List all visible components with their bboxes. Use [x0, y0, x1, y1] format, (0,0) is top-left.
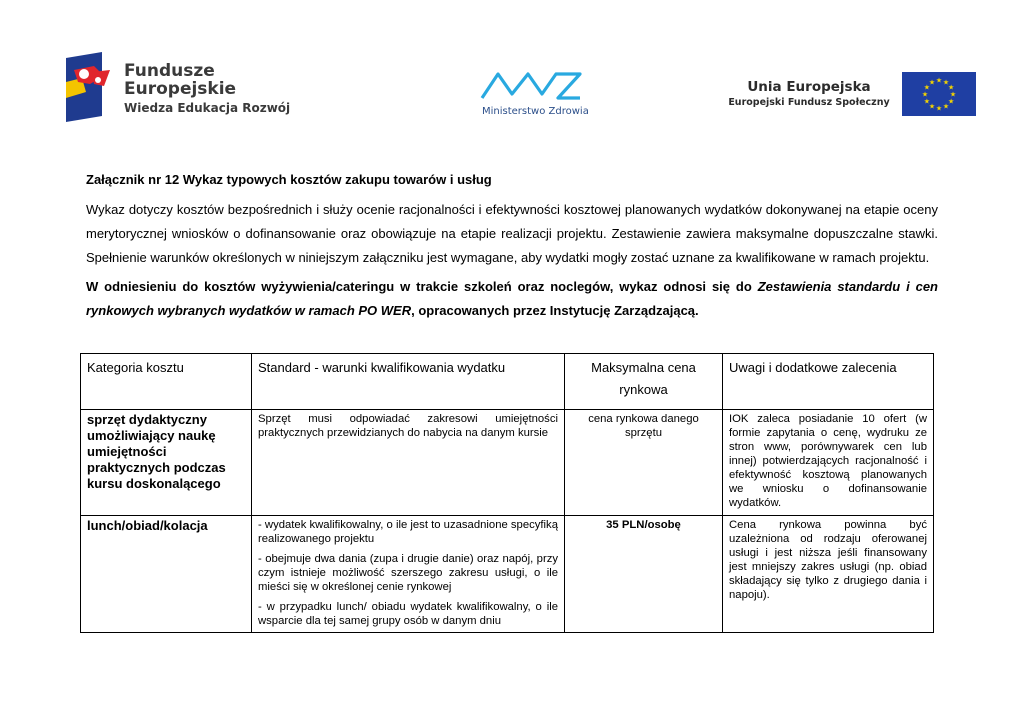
header-max-price-line1: Maksymalna cena	[591, 360, 696, 375]
fundusze-europejskie-wordmark	[124, 62, 290, 116]
ministerstwo-zdrowia-logo	[476, 68, 596, 120]
fundusze-europejskie-logo	[64, 52, 304, 124]
ue-line1: Unia Europejska	[747, 79, 871, 95]
row1-notes: IOK zaleca posiadanie 10 ofert (w formie zapytania o cenę, wydruku ze stron www, porównywarek cen lub innej) potwierdzających racjonalność i efektywność kosztową planowanych we wniosku o dofinansowanie wydatków.	[729, 413, 927, 509]
catering-paragraph	[86, 275, 938, 323]
table-row	[81, 516, 934, 633]
catering-reference: Zestawienia standardu i cen rynkowych wybranych wydatków w ramach PO WER	[86, 279, 938, 318]
row1-standard-cell	[252, 410, 565, 516]
ue-wordmark	[728, 78, 890, 110]
row2-standard-item: - wydatek kwalifikowalny, o ile jest to uzasadnione specyfiką realizowanego projektu	[258, 519, 558, 545]
eu-star-icon: ★	[921, 91, 929, 99]
unia-europejska-logo	[728, 72, 978, 118]
eu-star-icon: ★	[928, 79, 936, 87]
eu-star-icon: ★	[949, 91, 957, 99]
fe-line1: Fundusze	[124, 61, 215, 81]
row1-price-cell	[565, 410, 723, 516]
eu-star-icon: ★	[935, 105, 943, 113]
fe-line2: Europejskie	[124, 79, 237, 99]
catering-text-1: W odniesieniu do kosztów wyżywienia/cateringu w trakcie szkoleń oraz noclegów, wykaz odnosi się do	[86, 279, 758, 294]
header-category: Kategoria kosztu	[81, 354, 252, 410]
row2-category: lunch/obiad/kolacja	[87, 518, 208, 533]
row2-standard-cell	[252, 516, 565, 633]
row1-category: sprzęt dydaktyczny umożliwiający naukę umiejętności praktycznych podczas kursu doskonalącego	[87, 412, 226, 491]
table-row	[81, 410, 934, 516]
eu-star-icon: ★	[947, 98, 955, 106]
eu-star-icon: ★	[923, 98, 931, 106]
eu-star-icon: ★	[923, 84, 931, 92]
intro-paragraph: Wykaz dotyczy kosztów bezpośrednich i służy ocenie racjonalności i efektywności kosztowej planowanych wydatków dokonywanej na etapie oceny merytorycznej wniosków o dofinansowanie oraz obowiązuje na etapie realizacji projektu. Zestawienie zawiera maksymalne dopuszczalne stawki. Spełnienie warunków określonych w niniejszym załączniku jest wymagane, aby wydatki mogły zostać uznane za kwalifikowane w ramach projektu.	[86, 202, 938, 265]
fundusze-europejskie-flag-icon	[64, 52, 116, 124]
row2-notes-cell	[723, 516, 934, 633]
costs-table	[80, 353, 934, 633]
row2-price: 35 PLN/osobę	[606, 519, 681, 531]
document-body	[86, 172, 938, 323]
mz-wave-icon	[476, 68, 588, 104]
eu-star-icon: ★	[942, 79, 950, 87]
row1-standard-text: Sprzęt musi odpowiadać zakresowi umiejętności praktycznych przewidzianych do nabycia na danym kursie	[258, 413, 558, 439]
annex-title: Załącznik nr 12 Wykaz typowych kosztów zakupu towarów i usług	[86, 172, 492, 187]
row2-category-cell	[81, 516, 252, 633]
eu-star-icon: ★	[928, 103, 936, 111]
header-notes: Uwagi i dodatkowe zalecenia	[723, 354, 934, 410]
row2-price-cell	[565, 516, 723, 633]
eu-star-icon: ★	[935, 77, 943, 85]
row1-notes-cell	[723, 410, 934, 516]
row2-notes: Cena rynkowa powinna być uzależniona od rodzaju oferowanej usługi i jest niższa jeśli finansowany jest mniejszy zakres usługi (np. obiad składający się tylko z drugiego dania i napoju).	[729, 519, 927, 601]
mz-name: Ministerstwo Zdrowia	[482, 106, 589, 117]
table-header-row	[81, 354, 934, 410]
fe-line3: Wiedza Edukacja Rozwój	[124, 101, 291, 115]
header-max-price-line2: rynkowa	[619, 382, 668, 397]
row2-standard-item: - w przypadku lunch/ obiadu wydatek kwalifikowalny, o ile wsparcie dla tej samej grupy osób w danym dniu	[258, 601, 558, 627]
eu-star-icon: ★	[942, 103, 950, 111]
header-max-price	[565, 354, 723, 410]
header-standard: Standard - warunki kwalifikowania wydatku	[252, 354, 565, 410]
row1-price: cena rynkowa danego sprzętu	[588, 413, 699, 439]
eu-flag-icon	[902, 72, 976, 116]
catering-text-2: , opracowanych przez Instytucję Zarządzającą.	[411, 303, 699, 318]
row1-category-cell	[81, 410, 252, 516]
row2-standard-item: - obejmuje dwa dania (zupa i drugie danie) oraz napój, przy czym istnieje możliwość szerszego zakresu usługi, o ile mieści się w określonej cenie rynkowej	[258, 553, 558, 593]
eu-star-icon: ★	[947, 84, 955, 92]
ue-line2: Europejski Fundusz Społeczny	[728, 97, 890, 108]
row2-standard-list	[258, 518, 558, 628]
